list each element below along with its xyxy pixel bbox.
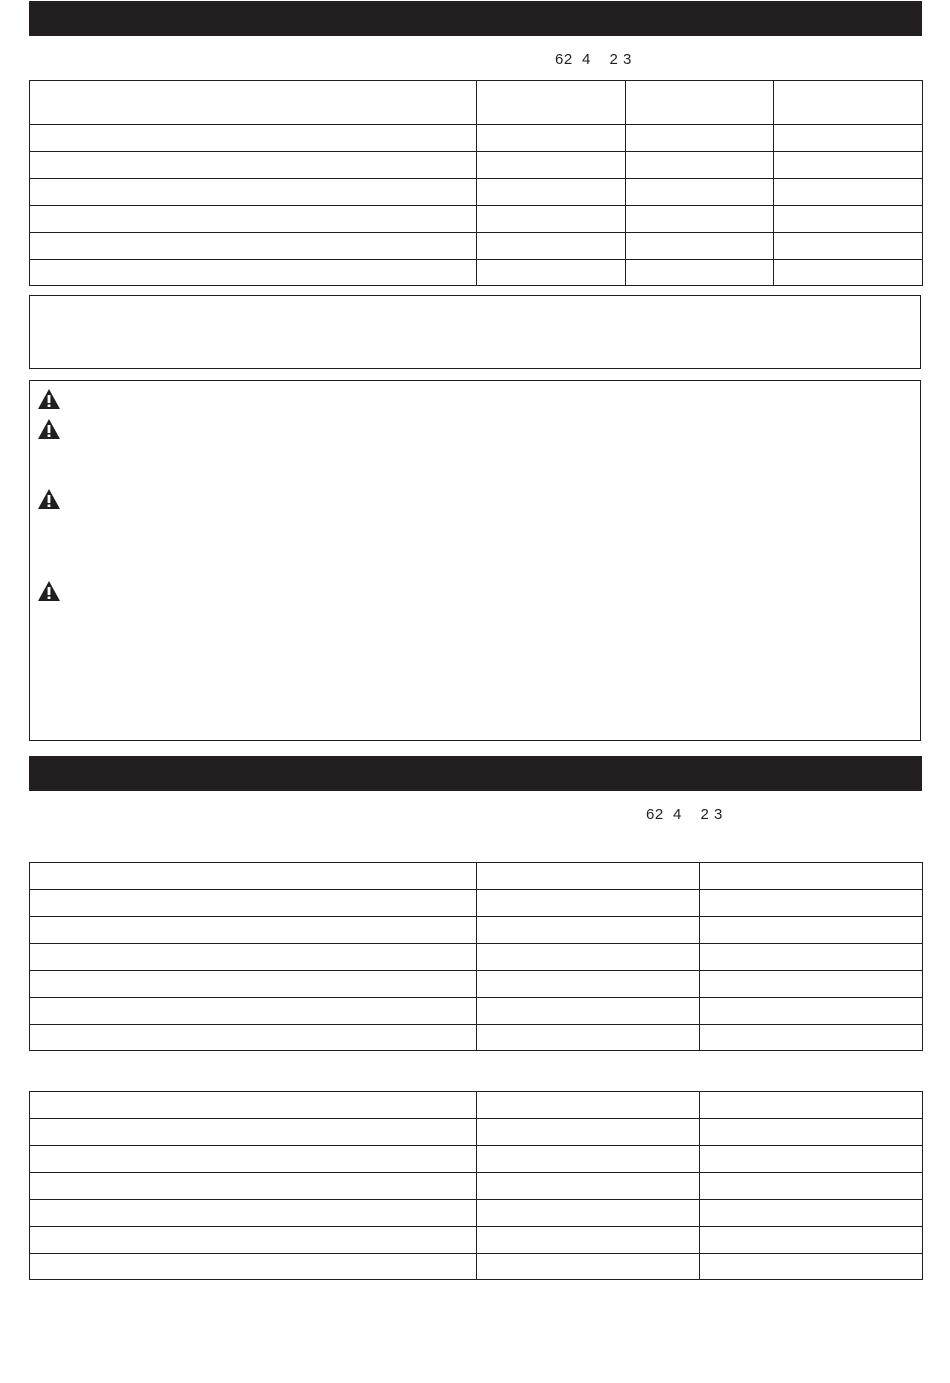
table-row — [30, 971, 923, 998]
table-header-row — [30, 81, 923, 125]
table-row — [30, 1227, 923, 1254]
warning-triangle-icon — [37, 580, 61, 602]
specification-table — [29, 80, 923, 286]
table-row — [30, 1200, 923, 1227]
table-row — [30, 1173, 923, 1200]
table-row — [30, 260, 923, 286]
table-row — [30, 233, 923, 260]
table-row — [30, 944, 923, 971]
table-row — [30, 863, 923, 890]
table-row — [30, 152, 923, 179]
table-row — [30, 1025, 923, 1051]
model-code: 62 4 2 3 — [555, 51, 632, 68]
model-code: 62 4 2 3 — [646, 806, 723, 823]
table-row — [30, 890, 923, 917]
warning-triangle-icon — [37, 418, 61, 440]
table-row — [30, 1146, 923, 1173]
table-row — [30, 1254, 923, 1280]
specification-table — [29, 1091, 923, 1280]
warning-triangle-icon — [37, 488, 61, 510]
specification-table — [29, 862, 923, 1051]
table-row — [30, 125, 923, 152]
table-row — [30, 1092, 923, 1119]
table-row — [30, 206, 923, 233]
table-row — [30, 1119, 923, 1146]
notice-box — [29, 295, 921, 369]
warnings-box — [29, 380, 921, 741]
warning-triangle-icon — [37, 388, 61, 410]
section-header-bar — [29, 1, 922, 36]
table-row — [30, 179, 923, 206]
table-row — [30, 998, 923, 1025]
section-header-bar — [29, 756, 922, 791]
table-row — [30, 917, 923, 944]
